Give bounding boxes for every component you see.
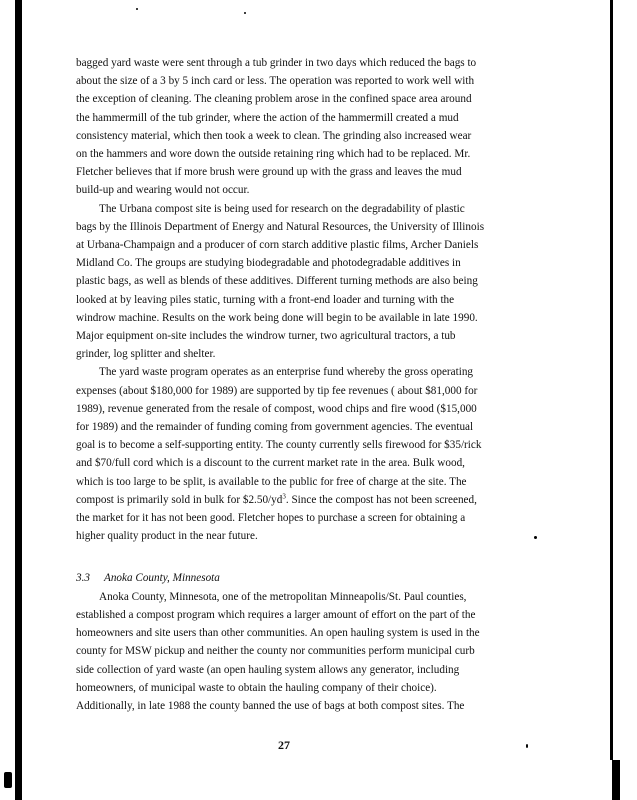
text-line: established a compost program which requires a larger amount of effort on the part of the	[76, 608, 476, 621]
text-line: build-up and wearing would not occur.	[76, 184, 250, 197]
text-line: bags by the Illinois Department of Energy and Natural Resources, the University of Illinois	[76, 220, 485, 233]
text-line: plastic bags, as well as blends of these additives. Different turning methods are also being	[76, 275, 478, 288]
scan-speck	[244, 12, 246, 14]
text-line: the market for it has not been good. Fletcher hopes to purchase a screen for obtaining a	[76, 512, 466, 525]
section-heading	[76, 569, 516, 587]
page-number: 27	[278, 738, 290, 752]
text-line: the exception of cleaning. The cleaning problem arose in the confined space area around	[76, 93, 472, 106]
text-line: grinder, log splitter and shelter.	[76, 348, 216, 361]
text-line: bagged yard waste were sent through a tub grinder in two days which reduced the bags to	[76, 57, 477, 69]
text-line: Fletcher believes that if more brush were ground up with the grass and leaves the mud	[76, 166, 462, 179]
scan-edge-right	[610, 0, 613, 760]
text-line: windrow machine. Results on the work being done will begin to be available in late 1990.	[76, 311, 478, 324]
text-line: The yard waste program operates as an enterprise fund whereby the gross operating	[99, 366, 474, 379]
text-line: the hammermill of the tub grinder, where the action of the hammermill created a mud	[76, 111, 459, 124]
scan-edge-left	[15, 0, 22, 800]
text-line: Anoka County, Minnesota, one of the metropolitan Minneapolis/St. Paul counties,	[99, 590, 467, 603]
text-line: higher quality product in the near future.	[76, 530, 258, 543]
superscript: 3	[282, 492, 286, 501]
text-line: homeowners and site users than other communities. An open hauling system is used in the	[76, 627, 480, 640]
section-title: Anoka County, Minnesota	[103, 572, 220, 585]
scan-speck	[526, 744, 528, 748]
text-line: The Urbana compost site is being used for research on the degradability of plastic	[99, 202, 465, 215]
text-line: for 1989) and the remainder of funding coming from government agencies. The eventual	[76, 421, 474, 434]
text-line: looked at by leaving piles static, turning with a front-end loader and turning with the	[76, 293, 455, 306]
paragraph-anoka-county	[76, 588, 516, 715]
text-line: Additionally, in late 1988 the county banned the use of bags at both compost sites. The	[76, 699, 465, 712]
text-line: and $70/full cord which is a discount to the current market rate in the area. Bulk wood,	[76, 457, 465, 470]
text-line: about the size of a 3 by 5 inch card or less. The operation was reported to work well with	[76, 75, 475, 88]
section-number: 3.3	[76, 572, 90, 585]
text-line: 1989), revenue generated from the resale of compost, wood chips and fire wood ($15,000	[76, 402, 477, 415]
text-line: homeowners, of municipal waste to obtain the hauling company of their choice).	[76, 681, 437, 694]
text-line: consistency material, which then took a week to clean. The grinding also increased wear	[76, 129, 472, 142]
scan-edge-right-lower	[612, 760, 620, 800]
text-span: compost is primarily sold in bulk for $2.50/yd	[76, 493, 283, 506]
text-line: goal is to become a self-supporting entity. The county currently sells firewood for $35/rick	[76, 439, 482, 452]
text-line	[76, 491, 516, 509]
text-line: Major equipment on-site includes the windrow turner, two agricultural tractors, a tub	[76, 330, 456, 343]
text-line: expenses (about $180,000 for 1989) are supported by tip fee revenues ( about $81,000 for	[76, 384, 478, 397]
scan-speck	[136, 8, 138, 10]
text-line: at Urbana-Champaign and a producer of corn starch additive plastic films, Archer Daniels	[76, 239, 479, 252]
scan-mark	[4, 772, 12, 788]
text-span: . Since the compost has not been screened,	[285, 493, 477, 506]
paragraph-tub-grinder	[76, 54, 516, 200]
paragraph-enterprise-fund	[76, 363, 516, 545]
text-line: county for MSW pickup and neither the county nor communities perform municipal curb	[76, 645, 475, 658]
paragraph-plastic-research	[76, 200, 516, 364]
text-line: Midland Co. The groups are studying biodegradable and photodegradable additives in	[76, 257, 461, 270]
scan-speck	[534, 536, 537, 539]
text-line: which is too large to be split, is available to the public for free of charge at the site. The	[76, 475, 467, 488]
document-body	[76, 54, 516, 715]
text-line: side collection of yard waste (an open hauling system allows any generator, including	[76, 663, 460, 676]
text-line: on the hammers and wore down the outside retaining ring which had to be replaced. Mr.	[76, 148, 471, 161]
